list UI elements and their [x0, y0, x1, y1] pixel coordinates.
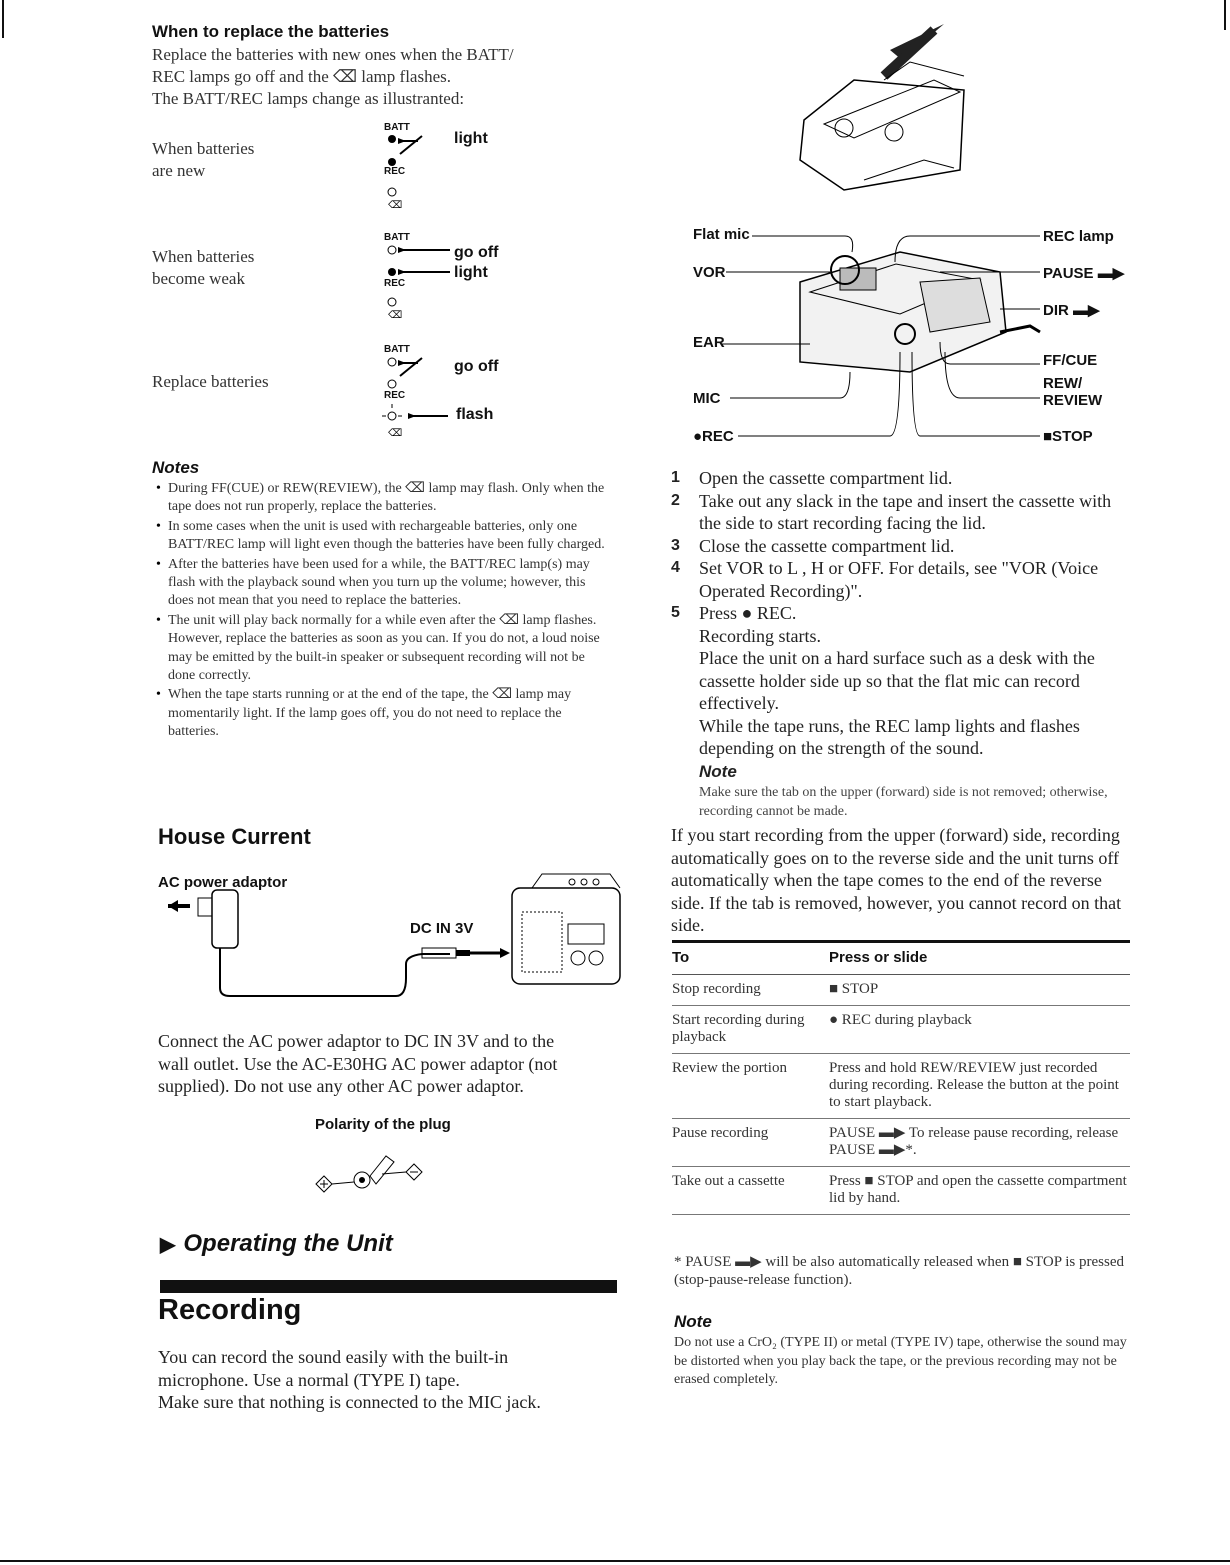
- unit-callout-diagram: [690, 222, 1130, 447]
- house-current-text: Connect the AC power adaptor to DC IN 3V and to the wall outlet. Use the AC-E30HG AC power adaptor (not supplied). Do not use any other AC power adaptor.: [158, 1031, 558, 1096]
- callout-rec-lamp: REC lamp: [1043, 228, 1114, 245]
- recording-steps: [671, 467, 1131, 821]
- table-row: Pause recording PAUSE ▬▶ To release pause recording, release PAUSE ▬▶*.: [672, 1119, 1130, 1167]
- step-item: 4 Set VOR to L , H or OFF. For details, see "VOR (Voice Operated Recording)".: [671, 558, 1099, 601]
- column-header: Press or slide: [829, 942, 1130, 975]
- column-header: To: [672, 942, 829, 975]
- left-edge-mark: [2, 0, 4, 38]
- operating-title: ▶ Operating the Unit: [160, 1230, 393, 1257]
- tape-note-title: Note: [674, 1312, 712, 1331]
- note-item: • During FF(CUE) or REW(REVIEW), the ⌫ lamp may flash. Only when the tape does not run properly, replace the batteries.: [156, 480, 612, 517]
- state-label-new: When batteries are new: [152, 139, 255, 180]
- table-row: Stop recording ■ STOP: [672, 975, 1130, 1006]
- tape-note-text: Do not use a CrO₂ (TYPE II) or metal (TYPE IV) tape, otherwise the sound may be distorted when you play back the tape, or the previous recording may not be erased completely.: [674, 1335, 1127, 1387]
- table-row: Start recording during playback ● REC during playback: [672, 1006, 1130, 1054]
- dc-in-label: DC IN 3V: [410, 920, 474, 937]
- note-item: • After the batteries have been used for a while, the BATT/REC lamp(s) may flash with the playback sound when you turn up the volume; however, this does not mean that you need to replace the batteries.: [156, 556, 612, 611]
- state-label-replace: Replace batteries: [152, 372, 269, 391]
- callout-review: REVIEW: [1043, 392, 1103, 409]
- notes-list: [156, 480, 612, 743]
- ac-adaptor-illustration: [160, 868, 630, 1003]
- note-item: • In some cases when the unit is used with rechargeable batteries, only one BATT/REC lamp will light even though the batteries have been fully charged.: [156, 518, 612, 555]
- right-edge-mark: [1224, 0, 1226, 30]
- lamp-diagram-weak: BATT ⌫ REC go off light: [380, 232, 520, 327]
- note-item: • The unit will play back normally for a while even after the ⌫ lamp flashes. However, replace the batteries as soon as you can. If you do not, a loud noise may be emitted by the built-in speaker or subsequent recording will not be done correctly.: [156, 612, 612, 686]
- lamp-diagram-replace: BATT ⌫ REC go off flash: [380, 344, 520, 444]
- callout-ff-cue: FF/CUE: [1043, 352, 1098, 369]
- note-item: • When the tape starts running or at the end of the tape, the ⌫ lamp may momentarily light. If the lamp goes off, you do not need to replace the batteries.: [156, 686, 612, 741]
- svg-text:⌫: ⌫: [388, 310, 403, 321]
- polarity-label: Polarity of the plug: [315, 1116, 451, 1133]
- step5-detail: Recording starts. Place the unit on a hard surface such as a desk with the cassette holder side up so that the flat mic can record effectively. While the tape runs, the REC lamp lights and flashes depending on the strength of the sound. Note Make sure the tab on the upper (forward) side is not removed; otherwise, recording cannot be made.: [671, 625, 1131, 822]
- step-item: 1 Open the cassette compartment lid.: [671, 468, 953, 488]
- callout-pause: PAUSE ▬▶: [1043, 265, 1125, 282]
- callout-dir: DIR ▬▶: [1043, 302, 1100, 319]
- polarity-plug-icon: [312, 1144, 436, 1196]
- triangle-bullet-icon: ▶: [160, 1234, 176, 1256]
- step-item: 5 Press ● REC.: [671, 603, 797, 623]
- table-row: Review the portion Press and hold REW/REVIEW just recorded during recording. Release the button at the point to start playback.: [672, 1054, 1130, 1119]
- callout-flat-mic: Flat mic: [693, 226, 750, 243]
- step5-note-text: Make sure the tab on the upper (forward) side is not removed; otherwise, recording cannot be made.: [699, 785, 1108, 819]
- section-rule: [160, 1280, 617, 1293]
- svg-text:⌫: ⌫: [388, 428, 403, 439]
- cassette-insertion-illustration: [784, 20, 984, 200]
- callout-rew: REW/: [1043, 375, 1083, 392]
- batteries-title: When to replace the batteries: [152, 22, 390, 41]
- callout-ear: EAR: [693, 334, 725, 351]
- ac-adaptor-label: AC power adaptor: [158, 874, 288, 891]
- step-item: 2 Take out any slack in the tape and insert the cassette with the side to start recording facing the lid.: [671, 490, 1112, 533]
- notes-title: Notes: [152, 458, 200, 477]
- state-label-weak: When batteries become weak: [152, 247, 255, 288]
- callout-mic: MIC: [693, 390, 721, 407]
- recording-title: Recording: [158, 1294, 302, 1326]
- batteries-intro: Replace the batteries with new ones when the BATT/ REC lamps go off and the ⌫ lamp flashes. The BATT/REC lamps change as illustranted:: [152, 45, 514, 108]
- recording-intro: You can record the sound easily with the built-in microphone. Use a normal (TYPE I) tape. Make sure that nothing is connected to the MIC jack.: [158, 1347, 541, 1412]
- operations-table: [672, 940, 1130, 1215]
- auto-reverse-text: If you start recording from the upper (forward) side, recording automatically goes on to the reverse side and the unit turns off automatically when the tape comes to the end of the reverse side. If the tab is removed, however, you cannot record on that side.: [671, 825, 1122, 935]
- bottom-border: [0, 1560, 1230, 1562]
- callout-rec: ●REC: [693, 428, 734, 445]
- step-item: 3 Close the cassette compartment lid.: [671, 535, 955, 556]
- table-footnote: * PAUSE ▬▶ will be also automatically released when ■ STOP is pressed (stop-pause-release function).: [674, 1254, 1124, 1288]
- house-current-title: House Current: [158, 824, 311, 849]
- table-header-row: [672, 942, 1130, 975]
- callout-vor: VOR: [693, 264, 726, 281]
- lamp-diagram-new: BATT ⌫ REC light: [380, 122, 520, 217]
- step5-note-title: Note: [699, 761, 737, 781]
- callout-stop: ■STOP: [1043, 428, 1093, 445]
- svg-text:⌫: ⌫: [388, 200, 403, 211]
- table-row: Take out a cassette Press ■ STOP and open the cassette compartment lid by hand.: [672, 1167, 1130, 1215]
